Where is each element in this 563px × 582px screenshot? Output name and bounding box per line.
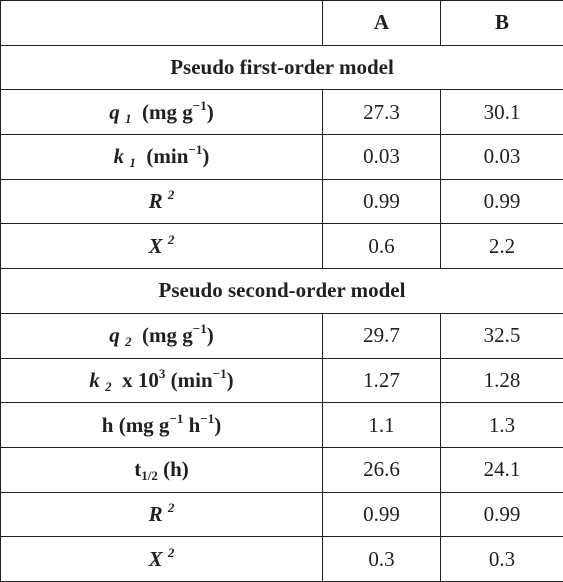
section-row-first-order xyxy=(1,45,563,90)
table-row xyxy=(1,403,563,448)
value-a: 27.3 xyxy=(323,90,441,135)
value-a: 0.6 xyxy=(323,224,441,269)
table-row xyxy=(1,135,563,180)
param-cell: q $_1$ (mg $g^{-1}$) xyxy=(1,90,323,135)
value-b: 0.3 xyxy=(441,537,563,582)
value-b: 30.1 xyxy=(441,90,563,135)
value-b: 24.1 xyxy=(441,447,563,492)
table-row xyxy=(1,90,563,135)
value-b: 0.03 xyxy=(441,135,563,180)
param-cell: h (mg $g^{-1}$ $h^{-1}$) xyxy=(1,403,323,448)
value-b: 2.2 xyxy=(441,224,563,269)
table-row xyxy=(1,492,563,537)
param-cell: $t_{1/2}$ (h) xyxy=(1,447,323,492)
value-b: 0.99 xyxy=(441,179,563,224)
value-a: 0.99 xyxy=(323,179,441,224)
value-a: 1.27 xyxy=(323,358,441,403)
value-a: 26.6 xyxy=(323,447,441,492)
table-row xyxy=(1,179,563,224)
section-title: Pseudo first-order model xyxy=(1,45,563,90)
header-row xyxy=(1,1,563,46)
section-title: Pseudo second-order model xyxy=(1,269,563,314)
header-cell-a: A xyxy=(323,1,441,46)
header-cell-b: B xyxy=(441,1,563,46)
table-row xyxy=(1,313,563,358)
value-a: 0.03 xyxy=(323,135,441,180)
header-cell-blank xyxy=(1,1,323,46)
param-cell: k $_2$ x $10^3$ $(\min^{-1})$ xyxy=(1,358,323,403)
param-cell: R $^2$ xyxy=(1,179,323,224)
table-row xyxy=(1,224,563,269)
param-cell: R $^2$ xyxy=(1,492,323,537)
param-cell: X $^2$ xyxy=(1,224,323,269)
value-a: 29.7 xyxy=(323,313,441,358)
value-b: 1.3 xyxy=(441,403,563,448)
table-row xyxy=(1,447,563,492)
value-b: 32.5 xyxy=(441,313,563,358)
section-row-second-order xyxy=(1,269,563,314)
param-cell: k $_1$ $(\min^{-1})$ xyxy=(1,135,323,180)
table-row xyxy=(1,537,563,582)
value-b: 1.28 xyxy=(441,358,563,403)
param-cell: q $_2$ (mg $g^{-1}$) xyxy=(1,313,323,358)
value-a: 1.1 xyxy=(323,403,441,448)
value-a: 0.3 xyxy=(323,537,441,582)
value-a: 0.99 xyxy=(323,492,441,537)
param-cell: X $^2$ xyxy=(1,537,323,582)
value-b: 0.99 xyxy=(441,492,563,537)
table-row xyxy=(1,358,563,403)
